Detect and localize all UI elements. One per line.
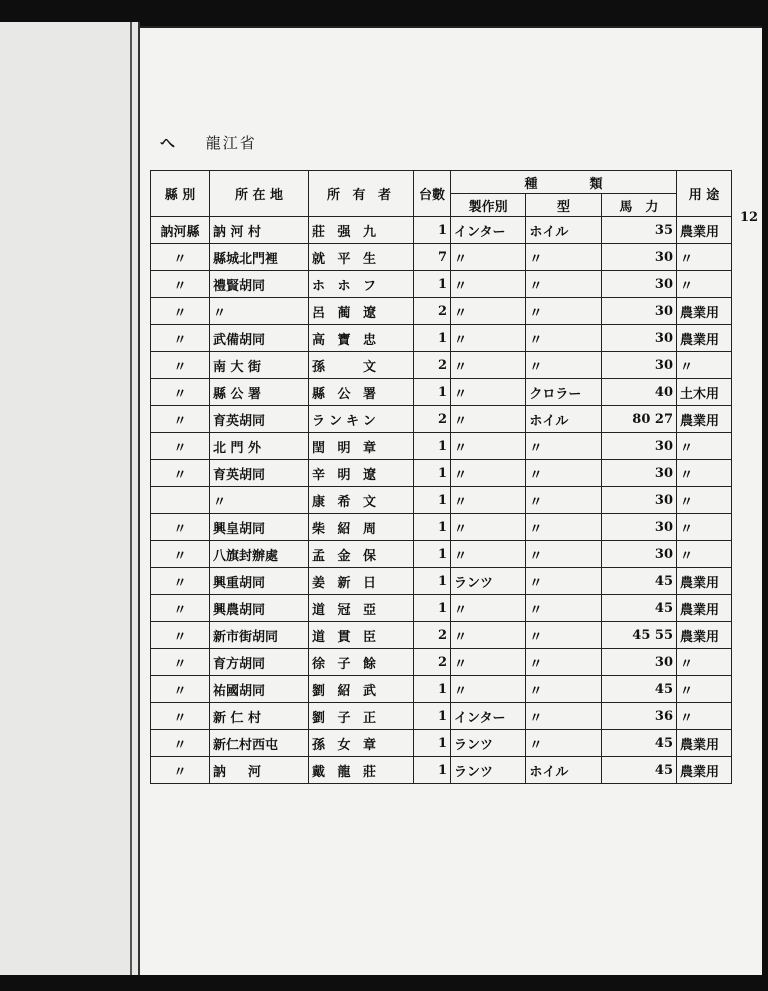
cell-maker: 〃 [451,514,526,541]
cell-usage: 農業用 [677,568,732,595]
cell-county: 〃 [151,595,210,622]
cell-owner: ランキン [309,406,414,433]
cell-count: 1 [414,271,451,298]
cell-count: 1 [414,541,451,568]
table-row [151,649,732,676]
cell-maker: 〃 [451,298,526,325]
table-row [151,379,732,406]
cell-usage: 農業用 [677,298,732,325]
cell-location: 興重胡同 [210,568,309,595]
cell-owner: 辛 明 遼 [309,460,414,487]
cell-owner: 劉 子 正 [309,703,414,730]
cell-horsepower: 45 [601,676,676,703]
cell-horsepower: 45 55 [601,622,676,649]
table-row [151,595,732,622]
cell-county: 〃 [151,271,210,298]
cell-owner: 高 寶 忠 [309,325,414,352]
cell-usage: 農業用 [677,406,732,433]
cell-horsepower: 30 [601,541,676,568]
cell-type: 〃 [526,703,601,730]
cell-usage: 〃 [677,460,732,487]
cell-horsepower: 40 [601,379,676,406]
cell-usage: 〃 [677,514,732,541]
cell-county: 〃 [151,676,210,703]
table-row [151,352,732,379]
cell-horsepower: 45 [601,568,676,595]
cell-county: 〃 [151,352,210,379]
header-maker: 製作別 [451,194,526,217]
cell-owner: 縣 公 署 [309,379,414,406]
table-row [151,406,732,433]
cell-count: 1 [414,703,451,730]
cell-location: 武備胡同 [210,325,309,352]
cell-owner: 道 冠 亞 [309,595,414,622]
cell-type: 〃 [526,676,601,703]
cell-location: 〃 [210,487,309,514]
cell-maker: 〃 [451,460,526,487]
cell-owner: 莊 强 九 [309,217,414,244]
cell-horsepower: 80 27 [601,406,676,433]
header-county: 縣 別 [151,171,210,217]
cell-maker: 〃 [451,271,526,298]
cell-type: ホイル [526,217,601,244]
cell-usage: 農業用 [677,595,732,622]
table-row [151,271,732,298]
left-facing-page [0,22,140,977]
cell-usage: 〃 [677,676,732,703]
cell-usage: 農業用 [677,730,732,757]
table-row [151,622,732,649]
cell-owner: 呂 蔺 遼 [309,298,414,325]
cell-county: 〃 [151,298,210,325]
cell-county [151,487,210,514]
header-location: 所 在 地 [210,171,309,217]
cell-count: 2 [414,352,451,379]
cell-type: 〃 [526,514,601,541]
table-row [151,757,732,784]
cell-location: 南 大 街 [210,352,309,379]
cell-type: 〃 [526,244,601,271]
cell-maker: 〃 [451,379,526,406]
cell-owner: 孟 金 保 [309,541,414,568]
cell-count: 1 [414,676,451,703]
cell-location: 新仁村西屯 [210,730,309,757]
cell-usage: 〃 [677,703,732,730]
cell-type: 〃 [526,541,601,568]
cell-horsepower: 35 [601,217,676,244]
cell-location: 北 門 外 [210,433,309,460]
header-type: 型 [526,194,601,217]
table-row [151,325,732,352]
cell-usage: 農業用 [677,325,732,352]
cell-county: 〃 [151,757,210,784]
cell-county: 〃 [151,460,210,487]
cell-count: 2 [414,298,451,325]
cell-horsepower: 45 [601,595,676,622]
table-row [151,514,732,541]
cell-owner: 就 平 生 [309,244,414,271]
cell-county: 〃 [151,325,210,352]
header-kind: 種 類 [451,171,677,194]
table-row [151,541,732,568]
cell-horsepower: 45 [601,757,676,784]
cell-county: 〃 [151,730,210,757]
cell-usage: 農業用 [677,622,732,649]
cell-count: 1 [414,487,451,514]
cell-maker: 〃 [451,541,526,568]
cell-maker: 〃 [451,244,526,271]
cell-maker: ランツ [451,730,526,757]
cell-location: 八旗封辦處 [210,541,309,568]
cell-maker: 〃 [451,487,526,514]
cell-type: 〃 [526,649,601,676]
cell-maker: インター [451,217,526,244]
cell-usage: 土木用 [677,379,732,406]
cell-owner: 劉 紹 武 [309,676,414,703]
cell-count: 1 [414,730,451,757]
cell-maker: 〃 [451,622,526,649]
cell-usage: 〃 [677,649,732,676]
cell-maker: 〃 [451,676,526,703]
cell-count: 1 [414,433,451,460]
cell-maker: 〃 [451,595,526,622]
cell-type: クロラー [526,379,601,406]
header-horsepower: 馬 力 [601,194,676,217]
cell-county: 〃 [151,568,210,595]
cell-count: 1 [414,595,451,622]
cell-maker: 〃 [451,649,526,676]
cell-maker: 〃 [451,325,526,352]
table-row [151,568,732,595]
cell-owner: 康 希 文 [309,487,414,514]
cell-location: 興農胡同 [210,595,309,622]
cell-maker: インター [451,703,526,730]
cell-owner: 柴 紹 周 [309,514,414,541]
cell-type: 〃 [526,298,601,325]
cell-horsepower: 30 [601,460,676,487]
cell-usage: 〃 [677,487,732,514]
cell-usage: 〃 [677,541,732,568]
table-row [151,730,732,757]
section-mark: へ [160,134,178,152]
cell-count: 1 [414,217,451,244]
cell-count: 1 [414,460,451,487]
cell-type: 〃 [526,622,601,649]
cell-count: 1 [414,568,451,595]
cell-count: 2 [414,406,451,433]
cell-county: 〃 [151,244,210,271]
cell-type: 〃 [526,568,601,595]
cell-owner: 戴 龍 莊 [309,757,414,784]
cell-county: 〃 [151,703,210,730]
scan-bottom-border [0,975,768,991]
table-row [151,460,732,487]
table-row [151,244,732,271]
page-edge [130,22,132,977]
cell-horsepower: 30 [601,271,676,298]
cell-horsepower: 30 [601,649,676,676]
cell-horsepower: 36 [601,703,676,730]
cell-location: 縣城北門裡 [210,244,309,271]
section-heading [160,132,257,153]
cell-maker: 〃 [451,433,526,460]
cell-owner: 徐 子 餘 [309,649,414,676]
cell-usage: 〃 [677,352,732,379]
cell-county: 訥河縣 [151,217,210,244]
cell-owner: 姜 新 日 [309,568,414,595]
table-row [151,676,732,703]
cell-type: 〃 [526,271,601,298]
cell-usage: 農業用 [677,217,732,244]
cell-county: 〃 [151,514,210,541]
cell-usage: 〃 [677,271,732,298]
cell-county: 〃 [151,541,210,568]
cell-usage: 〃 [677,244,732,271]
cell-owner: 孫 女 章 [309,730,414,757]
cell-horsepower: 30 [601,298,676,325]
cell-count: 2 [414,622,451,649]
cell-county: 〃 [151,433,210,460]
header-count: 台數 [414,171,451,217]
cell-count: 1 [414,757,451,784]
cell-maker: 〃 [451,352,526,379]
table-row [151,217,732,244]
table-row [151,487,732,514]
cell-county: 〃 [151,622,210,649]
cell-location: 縣 公 署 [210,379,309,406]
cell-location: 興皇胡同 [210,514,309,541]
cell-count: 1 [414,325,451,352]
header-owner: 所 有 者 [309,171,414,217]
cell-horsepower: 30 [601,352,676,379]
cell-county: 〃 [151,379,210,406]
cell-count: 2 [414,649,451,676]
cell-type: 〃 [526,352,601,379]
cell-type: 〃 [526,487,601,514]
cell-type: 〃 [526,730,601,757]
cell-count: 1 [414,379,451,406]
cell-type: ホイル [526,757,601,784]
cell-count: 7 [414,244,451,271]
cell-owner: ホ ホ フ [309,271,414,298]
cell-usage: 〃 [677,433,732,460]
cell-location: 〃 [210,298,309,325]
cell-location: 訥 河 村 [210,217,309,244]
cell-maker: ランツ [451,568,526,595]
cell-horsepower: 45 [601,730,676,757]
cell-type: 〃 [526,460,601,487]
cell-type: ホイル [526,406,601,433]
cell-type: 〃 [526,595,601,622]
cell-horsepower: 30 [601,325,676,352]
cell-location: 育英胡同 [210,406,309,433]
table-row [151,298,732,325]
page-number: 12 [740,210,759,225]
ledger-body [151,217,732,784]
cell-location: 新 仁 村 [210,703,309,730]
table-row [151,703,732,730]
cell-location: 育英胡同 [210,460,309,487]
cell-horsepower: 30 [601,433,676,460]
cell-maker: ランツ [451,757,526,784]
cell-location: 祐國胡同 [210,676,309,703]
cell-location: 禮賢胡同 [210,271,309,298]
cell-horsepower: 30 [601,487,676,514]
cell-type: 〃 [526,433,601,460]
header-usage: 用 途 [677,171,732,217]
cell-county: 〃 [151,649,210,676]
cell-maker: 〃 [451,406,526,433]
cell-owner: 閏 明 章 [309,433,414,460]
cell-count: 1 [414,514,451,541]
cell-owner: 孫 文 [309,352,414,379]
section-title: 龍江省 [205,134,257,152]
cell-horsepower: 30 [601,244,676,271]
scan-right-border [762,0,768,991]
cell-location: 新市街胡同 [210,622,309,649]
cell-usage: 農業用 [677,757,732,784]
table-row [151,433,732,460]
cell-horsepower: 30 [601,514,676,541]
cell-location: 訥 河 [210,757,309,784]
cell-county: 〃 [151,406,210,433]
cell-type: 〃 [526,325,601,352]
tractor-ledger-table [150,170,732,784]
cell-owner: 道 貫 臣 [309,622,414,649]
cell-location: 育方胡同 [210,649,309,676]
